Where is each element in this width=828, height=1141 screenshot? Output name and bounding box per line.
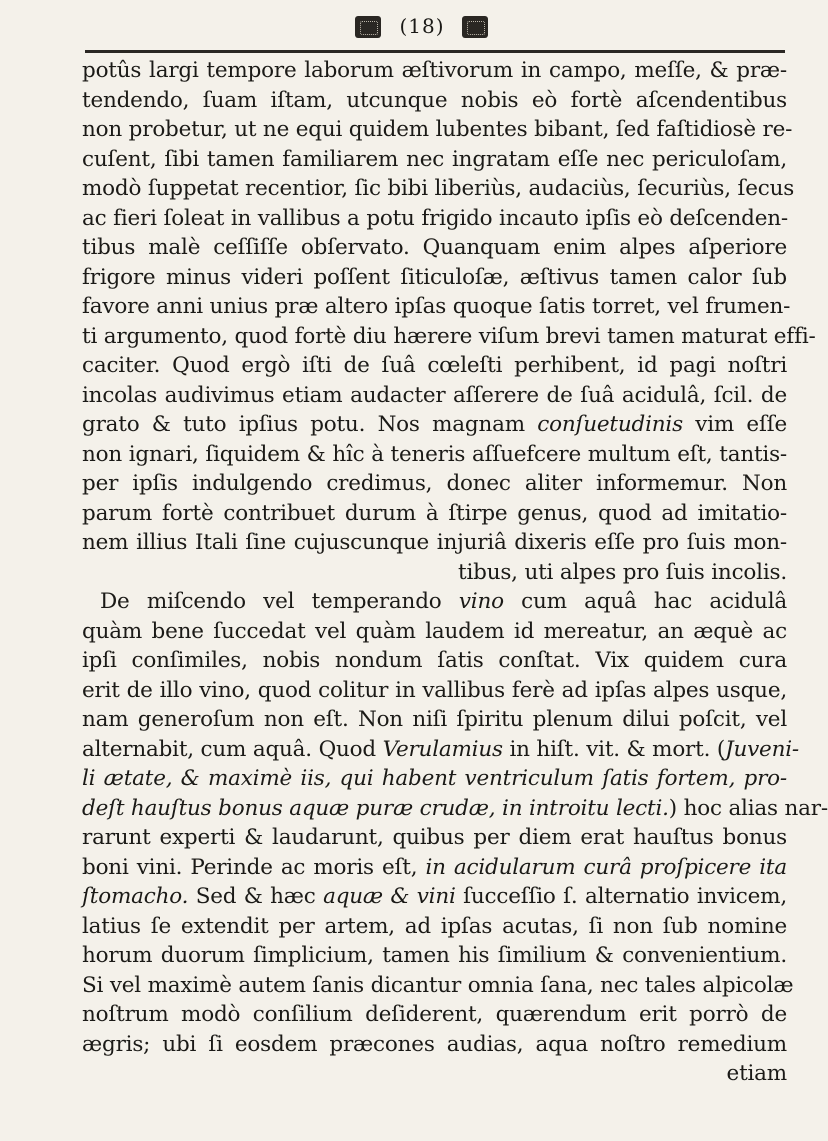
text-segment: tibus, uti alpes pro ſuis incolis. (458, 559, 787, 585)
text-segment: caciter. Quod ergò iſti de ſuâ cœleſti perhibent, id pagi noſtri (82, 353, 787, 378)
text-line (82, 499, 787, 529)
text-segment: ſucceſſio ſ. alternatio invicem, (455, 884, 787, 909)
text-line (82, 440, 787, 470)
text-line (82, 912, 787, 942)
text-line (82, 233, 787, 263)
text-segment: non probetur, ut ne equi quidem lubentes bibant, ſed faſtidiosè re- (82, 117, 793, 142)
text-segment: Sed & hæc (188, 884, 324, 909)
text-line (82, 56, 787, 86)
text-segment: horum duorum ſimplicium, tamen his ſimilium & convenientium. (82, 943, 787, 968)
text-line (82, 587, 787, 617)
text-line (82, 941, 787, 971)
text-segment: nem illius Itali ſine cujuscunque injuriâ dixeris eſſe pro ſuis mon- (82, 530, 787, 555)
text-line (82, 174, 795, 204)
text-line (82, 676, 787, 706)
text-line (82, 469, 787, 499)
text-segment: modò ſuppetat recentior, ſic bibi liberiùs, audaciùs, ſecuriùs, ſecus (82, 176, 795, 201)
text-line (82, 971, 794, 1001)
text-segment: rarunt experti & laudarunt, quibus per diem erat hauſtus bonus (82, 825, 787, 850)
text-segment: ) hoc alias nar- (668, 795, 828, 821)
text-segment: potûs largi tempore laborum æſtivorum in campo, meſſe, & præ- (82, 58, 787, 83)
text-line (82, 381, 787, 411)
text-line (82, 115, 793, 145)
italic-text: aquæ & vini (323, 884, 456, 909)
text-line (82, 204, 787, 234)
text-line (82, 410, 787, 440)
text-line (82, 794, 828, 824)
text-line (82, 735, 799, 765)
text-line (82, 705, 787, 735)
text-segment: parum fortè contribuet durum à ſtirpe genus, quod ad imitatio- (82, 500, 787, 526)
page-header (0, 6, 800, 56)
text-segment: latius ſe extendit per artem, ad ipſas acutas, ſi non ſub nomine (82, 913, 787, 939)
text-segment: ipſi conſimiles, nobis nondum ſatis conſtat. Vix quidem cura (82, 648, 787, 673)
text-segment: erit de illo vino, quod colitur in vallibus ferè ad ipſas alpes usque, (82, 677, 787, 703)
italic-text: li ætate, & maximè iis, qui habent ventriculum ſatis fortem, pro- (82, 766, 787, 791)
text-segment: favore anni unius præ altero ipſas quoque ſatis torret, vel frumen- (82, 294, 791, 319)
text-segment: De miſcendo vel temperando (100, 589, 459, 614)
text-segment: in hiſt. vit. & mort. ( (502, 736, 726, 762)
text-segment: alternabit, cum aquâ. Quod (82, 736, 383, 762)
text-segment: tendendo, ſuam iſtam, utcunque nobis eò fortè aſcendentibus (82, 87, 787, 113)
text-line (82, 263, 787, 293)
text-segment: noſtrum modò conſilium deſiderent, quærendum erit porrò de (82, 1002, 787, 1027)
text-line (82, 764, 787, 794)
text-line (82, 558, 787, 588)
text-segment: ægris; ubi ſi eosdem præcones audias, aqua noſtro remedium (82, 1031, 787, 1057)
text-segment: quàm bene ſuccedat vel quàm laudem id mereatur, an æquè ac (82, 618, 787, 644)
text-line (82, 646, 787, 676)
text-segment: per ipſis indulgendo credimus, donec aliter informemur. Non (82, 471, 787, 496)
text-segment: frigore minus videri poſſent ſiticuloſæ, æſtivus tamen calor ſub (82, 264, 787, 290)
text-line (82, 1000, 787, 1030)
printer-ornament-icon (462, 16, 488, 38)
italic-text: conſuetudinis (537, 412, 683, 437)
text-segment: etiam (726, 1061, 787, 1086)
text-segment: vim eſſe (682, 412, 787, 437)
text-line (82, 292, 791, 322)
text-segment: boni vini. Perinde ac moris eſt, (82, 854, 426, 880)
text-segment: grato & tuto ipſius potu. Nos magnam (82, 412, 538, 437)
text-segment: incolas audivimus etiam audacter aſſerere de ſuâ acidulâ, ſcil. de (82, 382, 787, 408)
italic-text: Juveni- (725, 736, 799, 762)
text-line (82, 351, 787, 381)
text-segment: ti argumento, quod fortè diu hærere viſum brevi tamen maturat effi- (82, 323, 816, 349)
italic-text: ſtomacho. (82, 884, 189, 909)
text-segment: non ignari, ſiquidem & hîc à teneris aſſuefcere multum eſt, tantis- (82, 441, 787, 467)
page-number: (18) (399, 14, 445, 38)
italic-text: vino (458, 589, 504, 614)
italic-text: in acidularum curâ proſpicere ita (425, 854, 787, 880)
text-line (82, 528, 787, 558)
text-line (82, 823, 787, 853)
text-segment: ac fieri ſoleat in vallibus a potu frigido incauto ipſis eò deſcenden- (82, 205, 788, 231)
text-line (82, 322, 816, 352)
italic-text: deſt hauſtus bonus aquæ puræ crudæ, in introitu lecti. (82, 795, 669, 821)
printer-ornament-icon (355, 16, 381, 38)
text-line (82, 853, 787, 883)
text-segment: cum aquâ hac acidulâ (503, 589, 787, 614)
text-segment: nam generoſum non eſt. Non niſi ſpiritu plenum dilui poſcit, vel (82, 707, 787, 732)
text-segment: Si vel maximè autem ſanis dicantur omnia ſana, nec tales alpicolæ (82, 972, 794, 998)
text-line (82, 145, 787, 175)
text-line (82, 1030, 787, 1060)
body-text (82, 56, 828, 1089)
text-line (82, 882, 787, 912)
text-segment: cuſent, ſibi tamen familiarem nec ingratam eſſe nec periculoſam, (82, 146, 787, 172)
text-line (82, 86, 787, 116)
italic-text: Verulamius (382, 736, 503, 762)
text-line (82, 617, 787, 647)
text-line (82, 1059, 787, 1089)
header-rule (85, 50, 785, 53)
text-segment: tibus malè ceſſiſſe obſervato. Quanquam enim alpes aſperiore (82, 235, 787, 260)
